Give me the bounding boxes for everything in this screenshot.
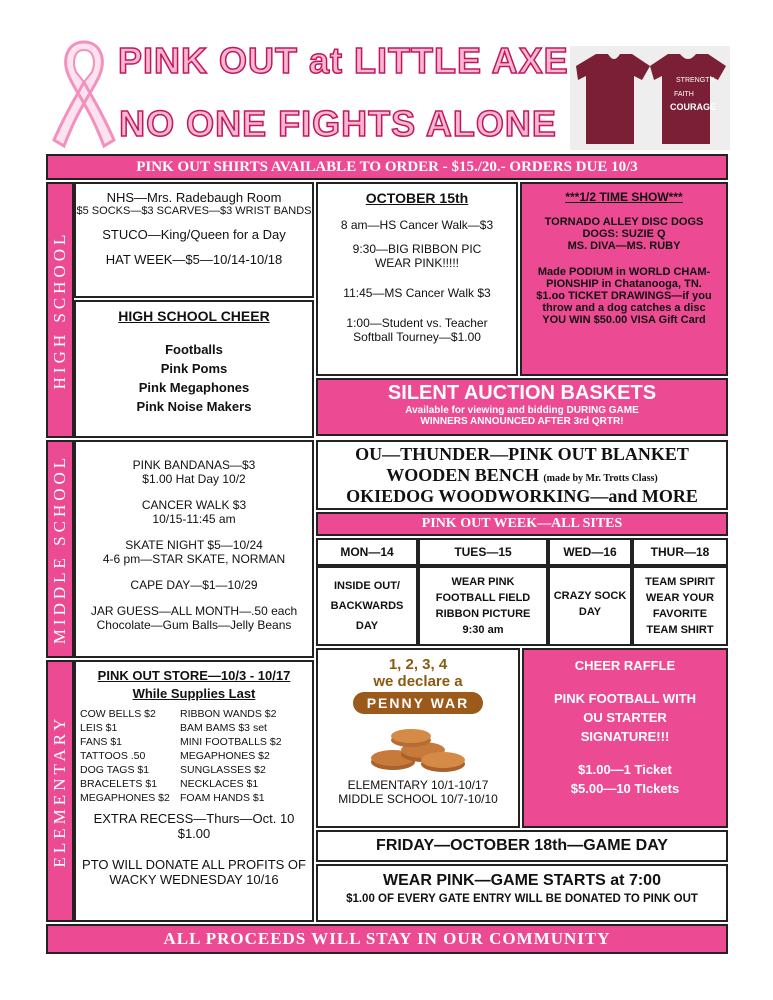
ms-line: CAPE DAY—$1—10/29 — [130, 578, 258, 592]
halftime-line: Made PODIUM in WORLD CHAM- — [537, 266, 711, 278]
penny-war-banner — [353, 692, 483, 714]
halftime-title: ***1/2 TIME SHOW*** — [565, 190, 683, 204]
store-items-left — [80, 707, 180, 805]
extra-recess-price: $1.00 — [177, 826, 211, 841]
high-school-label: HIGH SCHOOL — [46, 182, 74, 438]
store-item: RIBBON WANDS $2 — [180, 708, 277, 720]
ms-line: JAR GUESS—ALL MONTH—.50 each — [90, 604, 298, 618]
list-item: Pink Megaphones — [138, 380, 250, 395]
store-item: BRACELETS $1 — [80, 778, 158, 790]
penny-war-banner-text: PENNY WAR — [366, 695, 470, 711]
hs-walk-text: 8 am—HS Cancer Walk—$3 — [340, 218, 494, 232]
list-item: Pink Poms — [160, 361, 228, 376]
stuco-text: STUCO—King/Queen for a Day — [102, 227, 286, 242]
day-activity-thu: TEAM SPIRIT WEAR YOUR FAVORITE TEAM SHIRT — [632, 566, 728, 646]
wooden-bench-note: (made by Mr. Trotts Class) — [543, 473, 658, 484]
list-item: Footballs — [165, 342, 223, 357]
store-item: BAM BAMS $3 set — [180, 722, 267, 734]
penny-war-box — [316, 648, 520, 828]
pink-out-week-bar — [316, 512, 728, 536]
auction-line-1: OU—THUNDER—PINK OUT BLANKET — [355, 444, 689, 464]
halftime-show-box — [520, 182, 728, 376]
footer-text: ALL PROCEEDS WILL STAY IN OUR COMMUNITY — [163, 929, 611, 948]
nhs-text: NHS—Mrs. Radebaugh Room — [106, 190, 282, 205]
game-day-text: FRIDAY—OCTOBER 18th—GAME DAY — [376, 837, 668, 854]
store-item: FOAM HANDS $1 — [180, 792, 265, 804]
hs-info-box — [74, 182, 314, 298]
day-activity-mon: INSIDE OUT/ BACKWARDS DAY — [316, 566, 418, 646]
list-item: Pink Noise Makers — [136, 399, 252, 414]
store-item: SUNGLASSES $2 — [180, 764, 266, 776]
halftime-line: MS. DIVA—MS. RUBY — [567, 240, 681, 252]
store-item: NECKLACES $1 — [180, 778, 259, 790]
store-items-right — [180, 707, 310, 805]
halftime-line: YOU WIN $50.00 VISA Gift Card — [542, 314, 706, 326]
store-item: MEGAPHONES $2 — [80, 792, 170, 804]
hs-cheer-list — [76, 340, 312, 416]
halftime-line: $1.oo TICKET DRAWINGS—if you — [536, 290, 712, 302]
game-day-box — [316, 830, 728, 862]
svg-text:FAITH: FAITH — [674, 91, 694, 98]
pink-out-week-title: PINK OUT WEEK—ALL SITES — [421, 516, 623, 531]
raffle-price: $5.00—10 TIckets — [570, 781, 680, 796]
penny-war-count: 1, 2, 3, 4 — [388, 656, 448, 673]
ms-line: PINK BANDANAS—$3 — [132, 458, 256, 472]
elementary-label: ELEMENTARY — [46, 660, 74, 922]
day-activity-wed: CRAZY SOCK DAY — [548, 566, 632, 646]
auction-line-2 — [318, 465, 726, 486]
day-header-thu: THUR—18 — [632, 538, 728, 566]
ribbon-pic-text: 9:30—BIG RIBBON PIC — [352, 242, 482, 256]
wear-pink-title: WEAR PINK—GAME STARTS at 7:00 — [383, 872, 661, 889]
ms-line: SKATE NIGHT $5—10/24 — [125, 538, 263, 552]
day-header-tue: TUES—15 — [418, 538, 548, 566]
coin-stack-icon — [318, 718, 518, 774]
header-title-line2: NO ONE FIGHTS ALONE — [119, 103, 557, 144]
raffle-title: CHEER RAFFLE — [574, 658, 676, 673]
pto-text-1: PTO WILL DONATE ALL PROFITS OF — [82, 857, 306, 872]
silent-auction-box — [316, 378, 728, 436]
auction-line-3: OKIEDOG WOODWORKING—and MORE — [346, 486, 698, 506]
halftime-line: throw and a dog catches a disc — [542, 302, 706, 314]
pink-out-store-box — [74, 660, 314, 922]
halftime-line: PIONSHIP in Chatanooga, TN. — [546, 278, 702, 290]
ms-info-box — [74, 440, 314, 658]
raffle-line: OU STARTER — [583, 710, 667, 725]
shirts-order-bar — [46, 154, 728, 180]
halftime-line: DOGS: SUZIE Q — [582, 228, 666, 240]
shirts-order-text: PINK OUT SHIRTS AVAILABLE TO ORDER - $15./20.- ORDERS DUE 10/3 — [136, 159, 638, 175]
silent-auction-sub2: WINNERS ANNOUNCED AFTER 3rd QRTR! — [420, 416, 624, 427]
store-item: MINI FOOTBALLS $2 — [180, 736, 282, 748]
store-item: COW BELLS $2 — [80, 708, 156, 720]
pink-ribbon-icon — [48, 34, 120, 152]
ms-line: 10/15-11:45 am — [152, 512, 236, 526]
softball-text-1: 1:00—Student vs. Teacher — [346, 316, 488, 330]
store-title: PINK OUT STORE—10/3 - 10/17 — [97, 668, 291, 683]
halftime-line: TORNADO ALLEY DISC DOGS — [544, 216, 704, 228]
day-header-mon: MON—14 — [316, 538, 418, 566]
store-item: TATTOOS .50 — [80, 750, 146, 762]
october-15-title: OCTOBER 15th — [365, 190, 469, 206]
store-item: FANS $1 — [80, 736, 123, 748]
middle-school-label: MIDDLE SCHOOL — [46, 440, 74, 658]
hat-week-text: HAT WEEK—$5—10/14-10/18 — [105, 252, 283, 267]
footer-bar — [46, 924, 728, 954]
ms-line: $1.00 Hat Day 10/2 — [142, 472, 246, 486]
store-item: LEIS $1 — [80, 722, 118, 734]
svg-text:STRENGTH: STRENGTH — [676, 77, 715, 84]
penny-war-middle: MIDDLE SCHOOL 10/7-10/10 — [338, 792, 498, 806]
wear-pink-text: WEAR PINK!!!!! — [374, 256, 459, 270]
cheer-raffle-box — [522, 648, 728, 828]
wear-pink-sub: $1.00 OF EVERY GATE ENTRY WILL BE DONATED TO PINK OUT — [346, 893, 698, 905]
raffle-line: PINK FOOTBALL WITH — [553, 691, 697, 706]
store-subtitle: While Supplies Last — [132, 686, 256, 701]
header-title-line1: PINK OUT at LITTLE AXE — [118, 40, 569, 81]
day-activity-tue: WEAR PINK FOOTBALL FIELD RIBBON PICTURE 9:30 am — [418, 566, 548, 646]
store-item: DOG TAGS $1 — [80, 764, 150, 776]
ms-line: 4-6 pm—STAR SKATE, NORMAN — [102, 552, 286, 566]
hs-cheer-box — [74, 300, 314, 438]
extra-recess-text: EXTRA RECESS—Thurs—Oct. 10 — [93, 811, 295, 826]
softball-text-2: Softball Tourney—$1.00 — [353, 330, 481, 344]
silent-auction-title: SILENT AUCTION BASKETS — [387, 382, 657, 404]
raffle-price: $1.00—1 Ticket — [578, 762, 672, 777]
store-item: MEGAPHONES $2 — [180, 750, 270, 762]
wear-pink-box — [316, 864, 728, 922]
ms-walk-text: 11:45—MS Cancer Walk $3 — [343, 286, 491, 300]
penny-war-declare: we declare a — [373, 673, 463, 690]
october-15-box — [316, 182, 518, 376]
wooden-bench-text: WOODEN BENCH — [386, 465, 539, 485]
pto-text-2: WACKY WEDNESDAY 10/16 — [109, 872, 279, 887]
raffle-line: SIGNATURE!!! — [580, 729, 670, 744]
day-header-wed: WED—16 — [548, 538, 632, 566]
ms-line: Chocolate—Gum Balls—Jelly Beans — [96, 618, 292, 632]
penny-war-elementary: ELEMENTARY 10/1-10/17 — [347, 778, 489, 792]
ms-line: CANCER WALK $3 — [141, 498, 247, 512]
svg-text:COURAGE: COURAGE — [670, 102, 717, 112]
hs-cheer-title: HIGH SCHOOL CHEER — [118, 308, 270, 324]
maroon-tshirt-image — [570, 46, 730, 150]
socks-text: $5 SOCKS—$3 SCARVES—$3 WRIST BANDS — [76, 205, 312, 217]
silent-auction-sub1: Available for viewing and bidding DURING GAME — [405, 405, 639, 416]
auction-items-box — [316, 440, 728, 510]
store-items — [76, 707, 312, 805]
